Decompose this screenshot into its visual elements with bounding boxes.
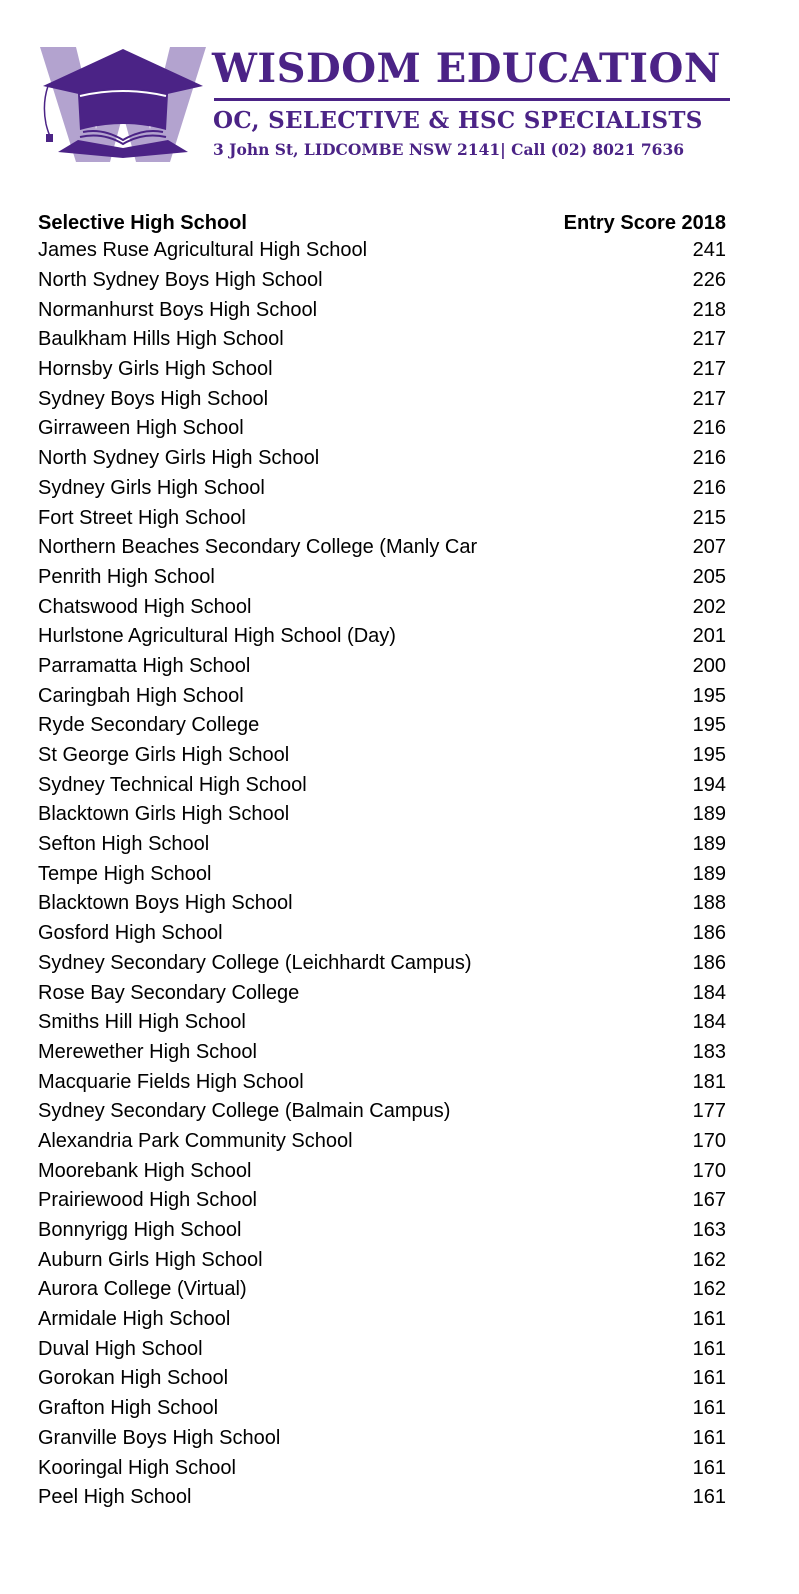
table-row — [38, 830, 726, 860]
graduation-cap-book-w-icon — [38, 44, 208, 164]
table-row — [38, 622, 726, 652]
school-name: Kooringal High School — [38, 1456, 236, 1479]
school-name: Sydney Secondary College (Leichhardt Campus) — [38, 951, 472, 974]
school-name: St George Girls High School — [38, 744, 290, 767]
school-name: Girraween High School — [38, 417, 244, 440]
table-row — [38, 236, 726, 266]
table-row — [38, 1275, 726, 1305]
table-row — [38, 711, 726, 741]
entry-score: 215 — [692, 506, 726, 529]
entry-score: 186 — [692, 951, 726, 974]
school-name: Sydney Secondary College (Balmain Campus) — [38, 1100, 451, 1123]
entry-score: 189 — [692, 833, 726, 856]
school-name: Caringbah High School — [38, 684, 244, 707]
school-name: Aurora College (Virtual) — [38, 1278, 247, 1301]
table-row — [38, 1245, 726, 1275]
entry-score: 195 — [692, 714, 726, 737]
table-row — [38, 563, 726, 593]
entry-score: 162 — [692, 1278, 726, 1301]
table-row — [38, 859, 726, 889]
school-name: Hurlstone Agricultural High School (Day) — [38, 625, 396, 648]
table-row — [38, 1424, 726, 1454]
school-name: Baulkham Hills High School — [38, 328, 284, 351]
table-row — [38, 533, 726, 563]
entry-score: 207 — [692, 536, 726, 559]
table-header — [38, 210, 726, 236]
table-row — [38, 1216, 726, 1246]
school-name: North Sydney Girls High School — [38, 447, 320, 470]
school-name: Sydney Boys High School — [38, 387, 269, 410]
school-name: Macquarie Fields High School — [38, 1070, 304, 1093]
table-row — [38, 770, 726, 800]
school-name: Penrith High School — [38, 565, 215, 588]
school-name: Hornsby Girls High School — [38, 358, 273, 381]
entry-score: 184 — [692, 1011, 726, 1034]
school-name: James Ruse Agricultural High School — [38, 239, 368, 262]
school-name: Rose Bay Secondary College — [38, 981, 300, 1004]
entry-score: 202 — [692, 595, 726, 618]
entry-score: 161 — [692, 1367, 726, 1390]
school-name: Prairiewood High School — [38, 1189, 258, 1212]
table-row — [38, 1067, 726, 1097]
table-row — [38, 325, 726, 355]
school-name: Alexandria Park Community School — [38, 1129, 353, 1152]
school-name: Ryde Secondary College — [38, 714, 260, 737]
school-name: Grafton High School — [38, 1397, 219, 1420]
school-name: Gosford High School — [38, 922, 223, 945]
brand-tagline: OC, SELECTIVE & HSC SPECIALISTS — [213, 107, 703, 134]
entry-score: 201 — [692, 625, 726, 648]
table-row — [38, 1394, 726, 1424]
entry-score: 216 — [692, 417, 726, 440]
table-row — [38, 1453, 726, 1483]
entry-score: 161 — [692, 1397, 726, 1420]
school-name: Merewether High School — [38, 1040, 257, 1063]
school-name: Blacktown Girls High School — [38, 803, 290, 826]
table-row — [38, 1305, 726, 1335]
entry-score: 161 — [692, 1308, 726, 1331]
table-row — [38, 919, 726, 949]
school-name: Normanhurst Boys High School — [38, 298, 318, 321]
table-row — [38, 295, 726, 325]
entry-score: 188 — [692, 892, 726, 915]
school-name: Blacktown Boys High School — [38, 892, 293, 915]
column-header-school: Selective High School — [38, 211, 247, 234]
table-row — [38, 1127, 726, 1157]
entry-score-table — [38, 210, 726, 1513]
entry-score: 217 — [692, 358, 726, 381]
table-row — [38, 741, 726, 771]
entry-score: 194 — [692, 773, 726, 796]
table-row — [38, 1334, 726, 1364]
school-name: Sydney Girls High School — [38, 476, 265, 499]
entry-score: 189 — [692, 803, 726, 826]
school-name: Tempe High School — [38, 862, 212, 885]
brand-address: 3 John St, LIDCOMBE NSW 2141| Call (02) 8021 7636 — [213, 140, 685, 159]
school-name: Moorebank High School — [38, 1159, 252, 1182]
table-row — [38, 384, 726, 414]
school-name: Sefton High School — [38, 833, 210, 856]
school-name: Peel High School — [38, 1486, 192, 1509]
table-row — [38, 503, 726, 533]
table-body — [38, 236, 726, 1513]
entry-score: 183 — [692, 1040, 726, 1063]
school-name: Chatswood High School — [38, 595, 252, 618]
table-row — [38, 444, 726, 474]
entry-score: 161 — [692, 1337, 726, 1360]
school-name: Gorokan High School — [38, 1367, 229, 1390]
entry-score: 218 — [692, 298, 726, 321]
school-name: Smiths Hill High School — [38, 1011, 246, 1034]
table-row — [38, 1364, 726, 1394]
entry-score: 216 — [692, 447, 726, 470]
table-row — [38, 800, 726, 830]
entry-score: 205 — [692, 565, 726, 588]
school-name: Granville Boys High School — [38, 1426, 281, 1449]
entry-score: 195 — [692, 744, 726, 767]
school-name: North Sydney Boys High School — [38, 269, 323, 292]
brand-divider — [214, 98, 730, 101]
school-name: Northern Beaches Secondary College (Manly Car — [38, 536, 478, 559]
entry-score: 226 — [692, 269, 726, 292]
entry-score: 217 — [692, 328, 726, 351]
school-name: Bonnyrigg High School — [38, 1219, 242, 1242]
table-row — [38, 889, 726, 919]
table-row — [38, 266, 726, 296]
entry-score: 186 — [692, 922, 726, 945]
table-row — [38, 681, 726, 711]
table-row — [38, 414, 726, 444]
school-name: Sydney Technical High School — [38, 773, 307, 796]
school-name: Armidale High School — [38, 1308, 231, 1331]
entry-score: 161 — [692, 1486, 726, 1509]
entry-score: 200 — [692, 654, 726, 677]
table-row — [38, 1097, 726, 1127]
table-row — [38, 1008, 726, 1038]
school-name: Auburn Girls High School — [38, 1248, 263, 1271]
entry-score: 181 — [692, 1070, 726, 1093]
entry-score: 216 — [692, 476, 726, 499]
entry-score: 170 — [692, 1159, 726, 1182]
entry-score: 189 — [692, 862, 726, 885]
entry-score: 217 — [692, 387, 726, 410]
table-row — [38, 592, 726, 622]
table-row — [38, 1038, 726, 1068]
table-row — [38, 355, 726, 385]
entry-score: 167 — [692, 1189, 726, 1212]
entry-score: 195 — [692, 684, 726, 707]
brand-name: WISDOM EDUCATION — [212, 45, 721, 92]
school-name: Duval High School — [38, 1337, 203, 1360]
school-name: Parramatta High School — [38, 654, 251, 677]
table-row — [38, 1156, 726, 1186]
school-name: Fort Street High School — [38, 506, 246, 529]
entry-score: 161 — [692, 1456, 726, 1479]
entry-score: 177 — [692, 1100, 726, 1123]
entry-score: 184 — [692, 981, 726, 1004]
entry-score: 162 — [692, 1248, 726, 1271]
table-row — [38, 1186, 726, 1216]
entry-score: 163 — [692, 1219, 726, 1242]
entry-score: 161 — [692, 1426, 726, 1449]
table-row — [38, 1483, 726, 1513]
column-header-score: Entry Score 2018 — [563, 211, 726, 234]
table-row — [38, 949, 726, 979]
entry-score: 170 — [692, 1129, 726, 1152]
entry-score: 241 — [692, 239, 726, 262]
table-row — [38, 474, 726, 504]
table-row — [38, 652, 726, 682]
table-row — [38, 978, 726, 1008]
